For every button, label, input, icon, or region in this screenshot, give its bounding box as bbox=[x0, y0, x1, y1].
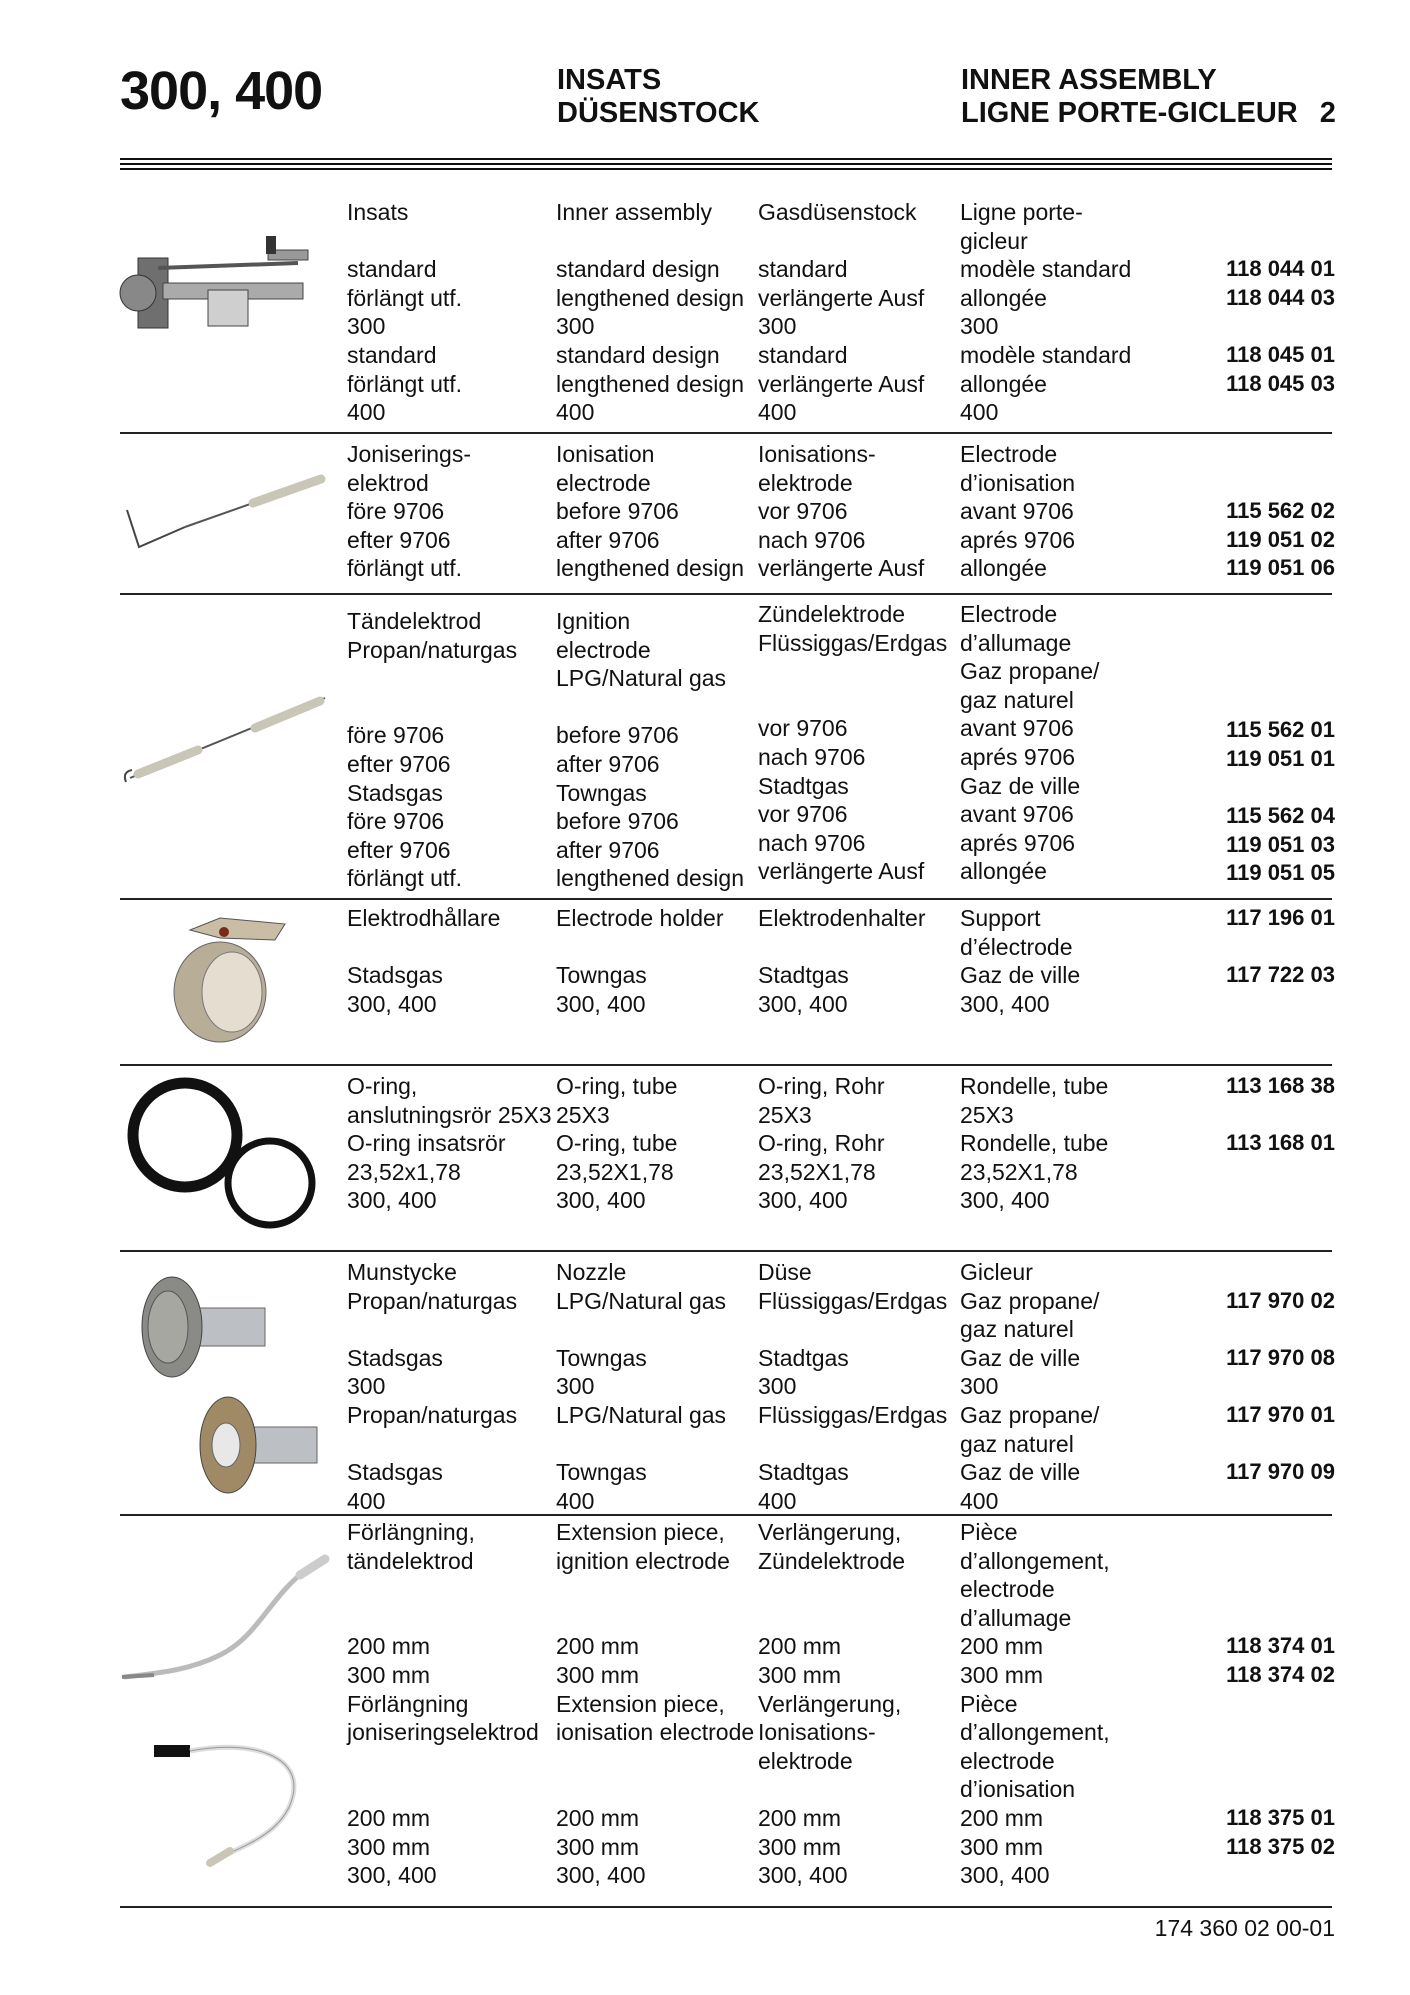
section-2-english: Ionisation electrode before 9706 after 9706 lengthened design bbox=[556, 441, 744, 582]
section-2-german: Ionisations- elektrode vor 9706 nach 9706 verlängerte Ausf bbox=[758, 441, 925, 582]
model-heading: 300, 400 bbox=[120, 61, 323, 121]
section-6-french: Gicleur Gaz propane/ gaz naturel Gaz de ville 300 Gaz propane/ gaz naturel Gaz de ville 400 bbox=[960, 1259, 1100, 1514]
section-7-french: Pièce d’allongement, electrode d’allumage 200 mm 300 mm Pièce d’allongement, electrode d’ionisation 200 mm 300 mm 300, 400 bbox=[960, 1519, 1110, 1889]
title-french: LIGNE PORTE-GICLEUR bbox=[961, 97, 1298, 129]
ionisation-electrode-illustration bbox=[125, 465, 325, 555]
section-divider bbox=[120, 1514, 1332, 1516]
section-divider bbox=[120, 1250, 1332, 1252]
section-1-german: Gasdüsenstock standard verlängerte Ausf 300 standard verlängerte Ausf 400 bbox=[758, 199, 925, 426]
section-1-swedish: Insats standard förlängt utf. 300 standard förlängt utf. 400 bbox=[347, 199, 463, 426]
section-divider bbox=[120, 432, 1332, 434]
section-1-part-numbers: 118 044 01 118 044 03 118 045 01 118 045 03 bbox=[1226, 256, 1335, 396]
section-6-english: Nozzle LPG/Natural gas Towngas 300 LPG/Natural gas Towngas 400 bbox=[556, 1259, 727, 1514]
section-3-french: Electrode d’allumage Gaz propane/ gaz naturel avant 9706 aprés 9706 Gaz de ville avant 9706 aprés 9706 allongée bbox=[960, 601, 1100, 885]
title-german: DÜSENSTOCK bbox=[557, 97, 760, 129]
header-rule bbox=[120, 163, 1332, 165]
section-2-part-numbers: 115 562 02 119 051 02 119 051 06 bbox=[1226, 498, 1335, 581]
section-1-french: Ligne porte- gicleur modèle standard allongée 300 modèle standard allongée 400 bbox=[960, 199, 1132, 426]
section-2-french: Electrode d’ionisation avant 9706 aprés 9706 allongée bbox=[960, 441, 1076, 582]
section-5-swedish: O-ring, anslutningsrör 25X3 O-ring insatsrör 23,52x1,78 300, 400 bbox=[347, 1073, 552, 1214]
section-7-english: Extension piece, ignition electrode 200 mm 300 mm Extension piece, ionisation electrode 200 mm 300 mm 300, 400 bbox=[556, 1519, 755, 1889]
section-4-french: Support d’électrode Gaz de ville 300, 400 bbox=[960, 905, 1081, 1017]
section-3-part-numbers: 115 562 01 119 051 01 115 562 04 119 051 03 119 051 05 bbox=[1226, 717, 1335, 886]
section-4-english: Electrode holder Towngas 300, 400 bbox=[556, 905, 724, 1017]
nozzle-illustration-1 bbox=[130, 1270, 270, 1390]
section-4-part-numbers: 117 196 01 117 722 03 bbox=[1226, 905, 1335, 988]
title-block-right bbox=[961, 64, 1336, 130]
o-rings-illustration bbox=[125, 1075, 325, 1235]
section-3-swedish: Tändelektrod Propan/naturgas före 9706 efter 9706 Stadsgas före 9706 efter 9706 förlängt utf. bbox=[347, 608, 518, 892]
section-7-german: Verlängerung, Zündelektrode 200 mm 300 mm Verlängerung, Ionisations- elektrode 200 mm 300 mm 300, 400 bbox=[758, 1519, 906, 1889]
ignition-electrode-illustration bbox=[120, 690, 330, 800]
ignition-extension-illustration bbox=[120, 1555, 330, 1685]
section-divider bbox=[120, 1064, 1332, 1066]
section-5-french: Rondelle, tube 25X3 Rondelle, tube 23,52X1,78 300, 400 bbox=[960, 1073, 1109, 1214]
section-divider bbox=[120, 593, 1332, 595]
section-5-english: O-ring, tube 25X3 O-ring, tube 23,52X1,78 300, 400 bbox=[556, 1073, 678, 1214]
section-7-part-numbers: 118 374 01 118 374 02 118 375 01 118 375 02 bbox=[1226, 1633, 1335, 1859]
title-swedish: INSATS bbox=[557, 64, 662, 96]
section-3-english: Ignition electrode LPG/Natural gas before 9706 after 9706 Towngas before 9706 after 9706 lengthened design bbox=[556, 608, 744, 892]
title-english: INNER ASSEMBLY bbox=[961, 64, 1217, 96]
header-rule bbox=[120, 158, 1332, 160]
inner-assembly-illustration bbox=[118, 228, 318, 368]
section-4-german: Elektrodenhalter Stadtgas 300, 400 bbox=[758, 905, 926, 1017]
section-6-part-numbers: 117 970 02 117 970 08 117 970 01 117 970 09 bbox=[1226, 1287, 1335, 1485]
document-number: 174 360 02 00-01 bbox=[1154, 1915, 1335, 1941]
page-number: 2 bbox=[1319, 97, 1336, 129]
nozzle-illustration-2 bbox=[190, 1395, 320, 1505]
title-french-row bbox=[961, 97, 1336, 130]
header-rule bbox=[120, 168, 1332, 170]
section-divider bbox=[120, 898, 1332, 900]
section-2-swedish: Joniserings- elektrod före 9706 efter 9706 förlängt utf. bbox=[347, 441, 471, 582]
section-3-german: Zündelektrode Flüssiggas/Erdgas vor 9706 nach 9706 Stadtgas vor 9706 nach 9706 verlängerte Ausf bbox=[758, 601, 948, 885]
section-6-german: Düse Flüssiggas/Erdgas Stadtgas 300 Flüssiggas/Erdgas Stadtgas 400 bbox=[758, 1259, 948, 1514]
section-1-english: Inner assembly standard design lengthened design 300 standard design lengthened design 400 bbox=[556, 199, 744, 426]
title-block-left bbox=[557, 64, 760, 130]
section-4-swedish: Elektrodhållare Stadsgas 300, 400 bbox=[347, 905, 501, 1017]
electrode-holder-illustration bbox=[160, 908, 300, 1048]
section-7-swedish: Förlängning, tändelektrod 200 mm 300 mm Förlängning joniseringselektrod 200 mm 300 mm 300, 400 bbox=[347, 1519, 539, 1889]
section-6-swedish: Munstycke Propan/naturgas Stadsgas 300 Propan/naturgas Stadsgas 400 bbox=[347, 1259, 518, 1514]
section-5-part-numbers: 113 168 38 113 168 01 bbox=[1226, 1073, 1335, 1156]
ionisation-extension-illustration bbox=[150, 1735, 310, 1875]
section-5-german: O-ring, Rohr 25X3 O-ring, Rohr 23,52X1,78 300, 400 bbox=[758, 1073, 885, 1214]
footer-rule bbox=[120, 1906, 1332, 1908]
